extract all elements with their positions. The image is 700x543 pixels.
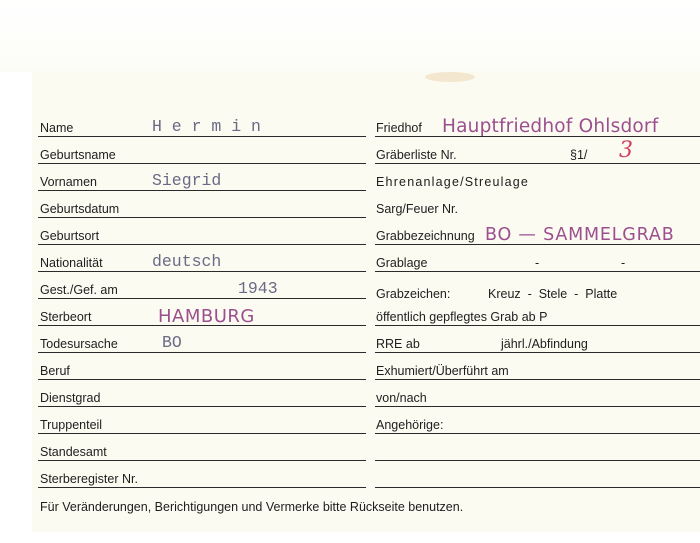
grabzeichen-options: Kreuz - Stele - Platte [488, 287, 618, 301]
footer-note: Für Veränderungen, Berichtigungen und Vermerke bitte Rückseite benutzen. [40, 500, 464, 514]
row-vonnach [375, 380, 700, 407]
label-exhumiert: Exhumiert/Überführt am [376, 364, 509, 378]
label-geburtsort: Geburtsort [40, 229, 100, 243]
row-ehrenanlage [375, 164, 700, 190]
row-rre [375, 326, 700, 353]
stamp-friedhof: Hauptfriedhof Ohlsdorf [442, 116, 659, 137]
label-vornamen: Vornamen [40, 175, 97, 189]
row-geburtsname [38, 137, 366, 164]
label-dienstgrad: Dienstgrad [40, 391, 101, 405]
row-gepflegt [375, 299, 700, 326]
stamp-sterbeort: HAMBURG [158, 306, 255, 327]
grablage-dash-2: - [621, 256, 626, 270]
row-graeberliste [375, 137, 700, 164]
row-beruf [38, 353, 366, 380]
row-sterbeort [38, 299, 366, 326]
row-truppenteil [38, 407, 366, 434]
stamp-grabbezeichnung: BO — SAMMELGRAB [485, 225, 675, 245]
row-geburtsort [38, 218, 366, 245]
row-grablage [375, 245, 700, 272]
label-friedhof: Friedhof [376, 121, 422, 135]
row-grabbezeichnung [375, 218, 700, 245]
row-sterberegister [38, 461, 366, 488]
row-todesursache [38, 326, 366, 353]
rre-abfindung: jährl./Abfindung [501, 337, 588, 351]
row-nationalitaet [38, 245, 366, 272]
grablage-dash-1: - [535, 256, 540, 270]
label-geburtsdatum: Geburtsdatum [40, 202, 120, 216]
row-geburtsdatum [38, 191, 366, 218]
scan-top-margin [0, 0, 700, 72]
label-ehrenanlage: Ehrenanlage/Streulage [376, 175, 530, 189]
row-dienstgrad [38, 380, 366, 407]
value-nationalitaet: deutsch [152, 252, 222, 271]
row-sarg [375, 191, 700, 217]
label-truppenteil: Truppenteil [40, 418, 103, 432]
label-sarg: Sarg/Feuer Nr. [376, 202, 458, 216]
value-name: H e r m i n [152, 117, 261, 136]
label-beruf: Beruf [40, 364, 70, 378]
row-name [38, 110, 366, 137]
row-friedhof [375, 110, 700, 137]
row-standesamt [38, 434, 366, 461]
label-graeberliste: Gräberliste Nr. [376, 148, 457, 162]
row-gestorben [38, 272, 366, 299]
row-blank-1 [375, 434, 700, 461]
row-angehoerige [375, 407, 700, 434]
label-rre: RRE ab [376, 337, 420, 351]
label-grablage: Grablage [376, 256, 428, 270]
graeberliste-prefix: §1/ [570, 148, 588, 162]
row-blank-2 [375, 461, 700, 488]
value-vornamen: Siegrid [152, 171, 222, 190]
label-gestorben: Gest./Gef. am [40, 283, 118, 297]
label-grabbezeichnung: Grabbezeichnung [376, 229, 475, 243]
label-sterberegister: Sterberegister Nr. [40, 472, 138, 486]
label-grabzeichen: Grabzeichen: [376, 287, 451, 301]
label-nationalitaet: Nationalität [40, 256, 103, 270]
row-vornamen [38, 164, 366, 191]
handwritten-graeberliste: 3 [619, 138, 633, 163]
label-standesamt: Standesamt [40, 445, 107, 459]
label-geburtsname: Geburtsname [40, 148, 116, 162]
row-exhumiert [375, 353, 700, 380]
label-name: Name [40, 121, 74, 135]
paper-stain [425, 72, 475, 82]
value-gestorben: 1943 [238, 279, 278, 298]
label-vonnach: von/nach [376, 391, 427, 405]
label-gepflegt: öffentlich gepflegtes Grab ab P [376, 310, 548, 324]
value-todesursache: BO [162, 333, 182, 352]
label-angehoerige: Angehörige: [376, 418, 444, 432]
label-sterbeort: Sterbeort [40, 310, 92, 324]
label-todesursache: Todesursache [40, 337, 118, 351]
